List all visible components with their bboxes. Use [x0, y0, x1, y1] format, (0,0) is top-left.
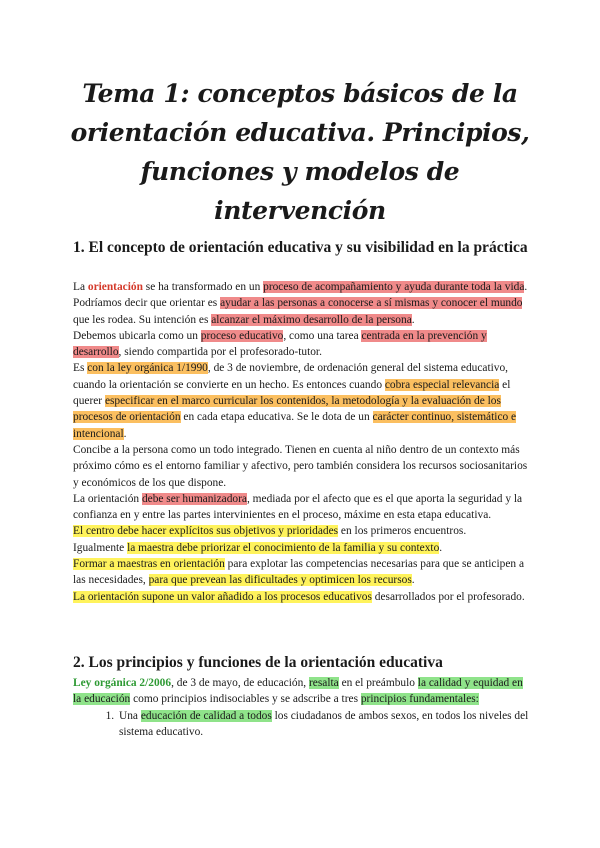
yellow-highlight: Formar a maestras en orientación: [73, 558, 225, 571]
title-line: Tema 1: conceptos básicos de la: [82, 79, 518, 108]
title-line: orientación educativa. Principios,: [70, 118, 530, 147]
orange-highlight: especificar en el marco curricular los contenidos, la metodología y la evaluación de los procesos de orientación: [73, 395, 501, 424]
page-title: [60, 74, 540, 230]
section-2-body: [73, 675, 533, 740]
paragraph: Debemos ubicarla como un proceso educativo, como una tarea centrada en la prevención y desarrollo, siendo compartida por el profesorado-tutor.: [73, 329, 487, 359]
paragraph: El centro debe hacer explícitos sus objetivos y prioridades en los primeros encuentros.: [73, 525, 467, 538]
yellow-highlight: para que prevean las dificultades y optimicen los recursos: [148, 574, 412, 587]
section-1-heading: 1. El concepto de orientación educativa y su visibilidad en la práctica: [73, 239, 528, 256]
red-highlight: alcanzar el máximo desarrollo de la persona: [211, 313, 412, 326]
red-highlight: proceso de acompañamiento y ayuda durante toda la vida: [263, 281, 525, 293]
red-highlight: centrada en la prevención y desarrollo: [73, 329, 487, 359]
paragraph: La orientación se ha transformado en un proceso de acompañamiento y ayuda durante toda la vida. Podríamos decir que orientar es ayudar a las personas a conocerse a sí mismas y conocer el mundo que les rodea. Su intención es alcanzar el máximo desarrollo de la persona.: [73, 281, 528, 326]
orange-highlight: cobra especial relevancia: [384, 378, 500, 391]
paragraph: La orientación debe ser humanizadora, mediada por el afecto que es el que aporta la seguridad y la confianza en y entre las partes intervinientes en el proceso, máxime en esta etapa educativa.: [73, 492, 523, 522]
principles-list: [73, 708, 533, 741]
list-item: 1. Una educación de calidad a todos los ciudadanos de ambos sexos, en todos los niveles del sistema educativo.: [117, 708, 533, 741]
paragraph: Igualmente la maestra debe priorizar el conocimiento de la familia y su contexto.: [73, 541, 443, 554]
orange-highlight: carácter continuo, sistemático e intencional: [73, 411, 517, 440]
section-1-body: [73, 279, 533, 605]
yellow-highlight: La orientación supone un valor añadido a los procesos educativos: [73, 590, 372, 603]
red-highlight: debe ser humanizadora: [141, 492, 247, 505]
green-highlight: la calidad y equidad en la educación: [73, 677, 523, 706]
paragraph: Es con la ley orgánica 1/1990, de 3 de noviembre, de ordenación general del sistema educativo, cuando la orientación se convierte en un hecho. Es entonces cuando cobra especial relevancia el querer especificar en el marco curricular los contenidos, la metodología y la evaluación de los procesos de orientación en cada etapa educativa. Se le dota de un carácter continuo, sistemático e intencional.: [73, 362, 517, 440]
paragraph: Ley orgánica 2/2006, de 3 de mayo, de educación, resalta en el preámbulo la calidad y equidad en la educación como principios indisociables y se adscribe a tres principios fundamentales:: [73, 677, 523, 706]
green-highlight: principios fundamentales:: [360, 693, 479, 706]
yellow-highlight: la maestra debe priorizar el conocimiento de la familia y su contexto: [127, 541, 440, 554]
green-highlight: educación de calidad a todos: [140, 709, 272, 722]
keyword-highlight: orientación: [87, 281, 143, 293]
yellow-highlight: El centro debe hacer explícitos sus objetivos y prioridades: [73, 525, 339, 538]
section-2-heading: 2. Los principios y funciones de la orientación educativa: [73, 654, 443, 671]
paragraph: Concibe a la persona como un todo integrado. Tienen en cuenta al niño dentro de un contexto más próximo cómo es el entorno familiar y afectivo, pero también considera los recursos sociosanitarios y económicos de los que dispone.: [73, 443, 528, 489]
title-line: funciones y modelos de intervención: [140, 157, 460, 225]
paragraph: La orientación supone un valor añadido a los procesos educativos desarrollados por el profesorado.: [73, 590, 525, 603]
red-highlight: proceso educativo: [200, 329, 284, 342]
green-highlight: resalta: [308, 677, 339, 689]
paragraph: Formar a maestras en orientación para explotar las competencias necesarias para que se anticipen a las necesidades, para que prevean las dificultades y optimicen los recursos.: [73, 558, 524, 587]
red-highlight: ayudar a las personas a conocerse a sí mismas y conocer el mundo: [220, 297, 523, 310]
orange-highlight: con la ley orgánica 1/1990: [87, 362, 208, 375]
keyword-highlight: Ley orgánica 2/2006: [73, 677, 172, 689]
